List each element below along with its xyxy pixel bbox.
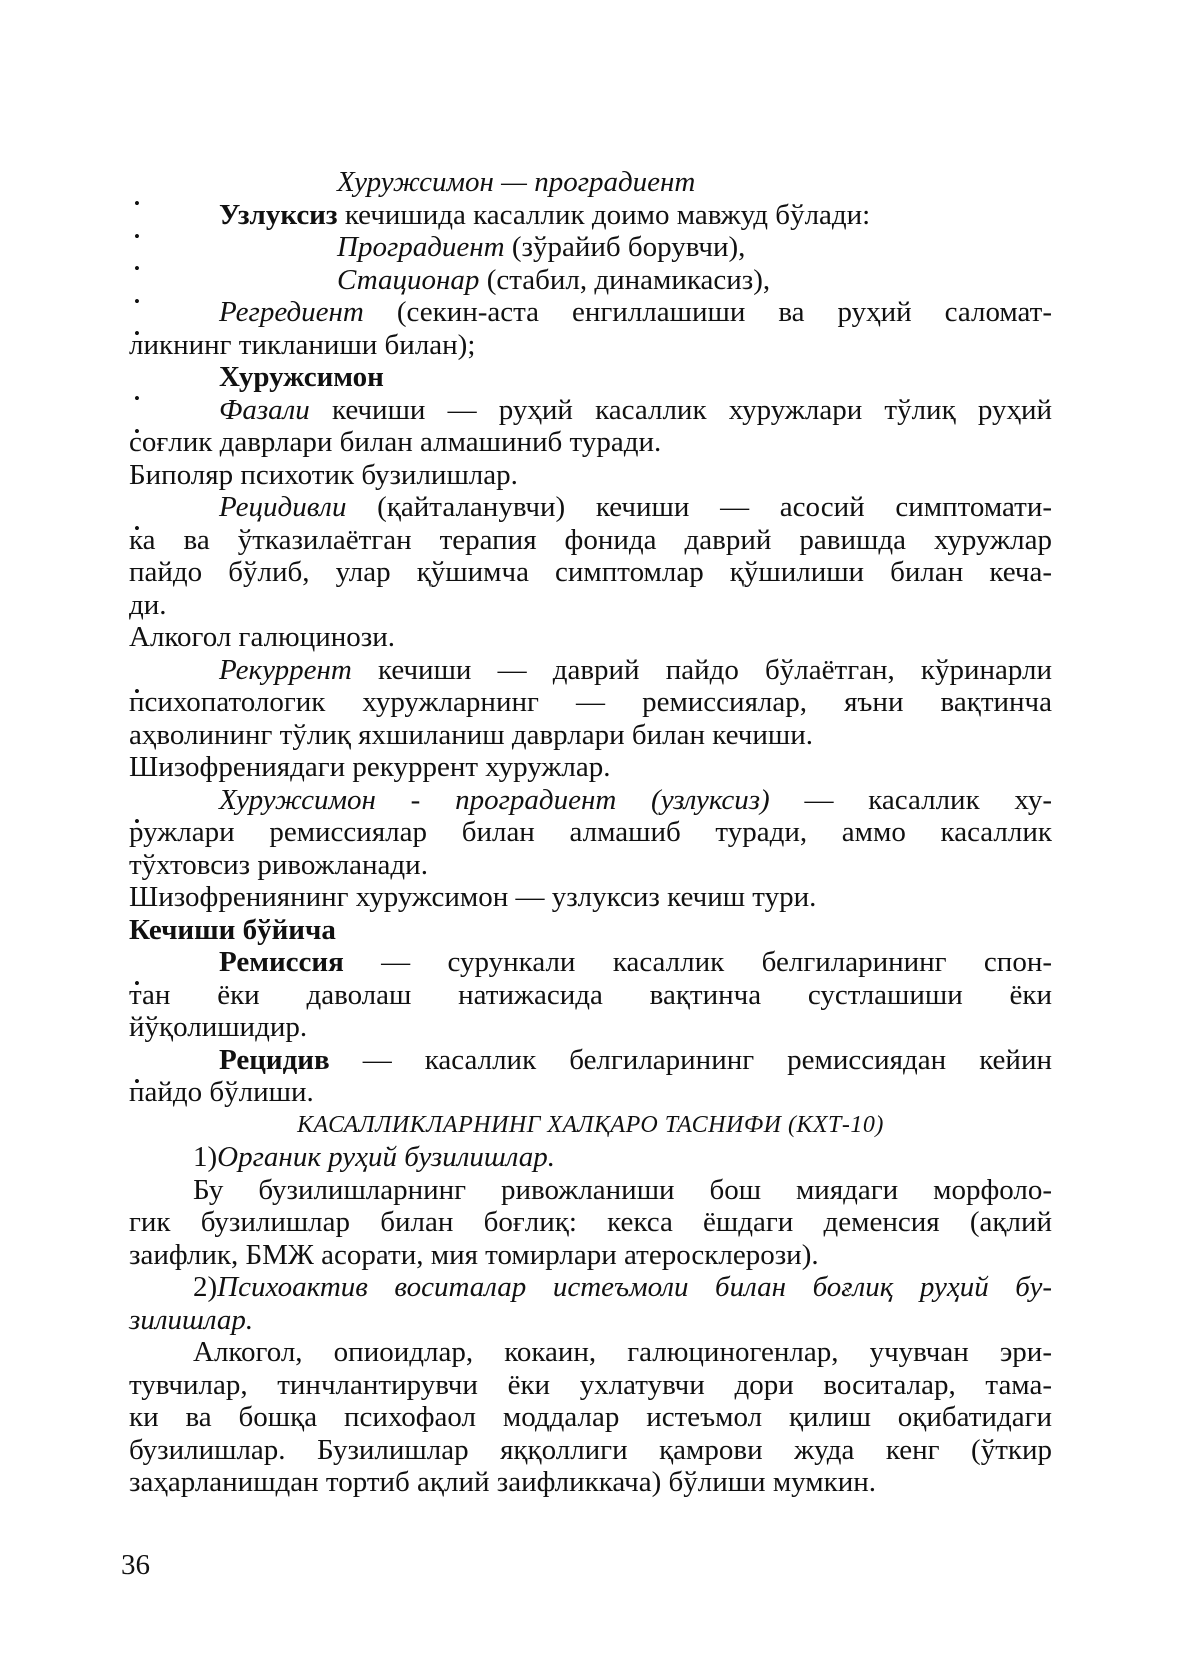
text-line: психопатологик хуружларнинг — ремиссиялар, яъни вақтинча <box>129 686 1052 718</box>
list-item: Рецидив — касаллик белгиларининг ремиссиядан кейин <box>219 1043 1052 1076</box>
text-line: пайдо бўлиб, улар қўшимча симптомлар қўшилиши билан кеча- <box>129 556 1052 588</box>
list-item: Ремиссия — сурункали касаллик белгиларининг спон- <box>219 946 1052 978</box>
text-line: аҳволининг тўлиқ яхшиланиш даврлари билан кечиши. <box>129 718 813 751</box>
text-line: тан ёки даволаш натижасида вақтинча сустлашиши ёки <box>129 978 1052 1011</box>
list-item: Хуружсимон <box>219 361 384 393</box>
text-line: йўқолишидир. <box>129 1011 308 1043</box>
list-item: Рецидивли (қайталанувчи) кечиши — асосий симптомати- <box>219 491 1052 523</box>
text-line: соғлик даврлари билан алмашиниб туради. <box>129 426 662 458</box>
text-column <box>129 166 1052 1499</box>
page-number: 36 <box>121 1549 150 1581</box>
chapter-heading: КАСАЛЛИКЛАРНИНГ ХАЛҚАРО ТАСНИФИ (КХТ-10) <box>297 1111 884 1138</box>
text-line: ликнинг тикланиши билан); <box>129 328 476 361</box>
text-line: тўхтовсиз ривожланади. <box>129 848 428 881</box>
text-line: заифлик, БМЖ асорати, мия томирлари атеросклерози). <box>129 1238 819 1271</box>
list-item: Рекуррент кечиши — даврий пайдо бўлаётган, кўринарли <box>219 653 1052 686</box>
list-item: Узлуксиз кечишида касаллик доимо мавжуд бўлади: <box>219 198 871 231</box>
text-line: тувчилар, тинчлантирувчи ёки ухлатувчи дори воситалар, тама- <box>129 1368 1052 1401</box>
text-line: Бу бузилишларнинг ривожланиши бош миядаги морфоло- <box>193 1173 1052 1206</box>
text-line: ди. <box>129 588 167 621</box>
text-line: заҳарланишдан тортиб ақлий заифликкача) бўлиши мумкин. <box>129 1466 877 1498</box>
text-line: Алкогол галюцинози. <box>129 621 395 653</box>
text-line: Шизофрениядаги рекуррент хуружлар. <box>129 751 611 783</box>
list-item: Проградиент (зўрайиб борувчи), <box>337 231 746 263</box>
text-line: пайдо бўлиши. <box>129 1076 314 1108</box>
list-item: Фазали кечиши — руҳий касаллик хуружлари тўлиқ руҳий <box>219 393 1052 426</box>
section-heading: Кечиши бўйича <box>129 913 336 946</box>
text-line: Алкогол, опиоидлар, кокаин, галюциногенлар, учувчан эри- <box>193 1336 1052 1368</box>
list-item: Регредиент (секин-аста енгиллашиши ва руҳий саломат- <box>219 296 1052 328</box>
list-item: Стационар (стабил, динамикасиз), <box>337 263 771 296</box>
text-line: ружлари ремиссиялар билан алмашиб туради, аммо касаллик <box>129 816 1052 848</box>
numbered-item: 1)Органик руҳий бузилишлар. <box>193 1141 556 1173</box>
text-line: Биполяр психотик бузилишлар. <box>129 458 518 491</box>
text-line: зилишлар. <box>129 1303 254 1336</box>
text-line: бузилишлар. Бузилишлар яққоллиги қамрови жуда кенг (ўткир <box>129 1433 1052 1466</box>
text-line: ка ва ўтказилаётган терапия фонида даврий равишда хуружлар <box>129 523 1052 556</box>
text-line: ки ва бошқа психофаол моддалар истеъмол қилиш оқибатидаги <box>129 1401 1052 1433</box>
text-line: Шизофрениянинг хуружсимон — узлуксиз кечиш тури. <box>129 881 817 913</box>
numbered-item: 2)Психоактив воситалар истеъмоли билан боғлиқ руҳий бу- <box>193 1271 1052 1303</box>
list-item: Хуружсимон — проградиент <box>337 166 696 198</box>
text-line: гик бузилишлар билан боғлиқ: кекса ёшдаги деменсия (ақлий <box>129 1206 1052 1238</box>
list-item: Хуружсимон - проградиент (узлуксиз) — касаллик ху- <box>219 783 1052 816</box>
